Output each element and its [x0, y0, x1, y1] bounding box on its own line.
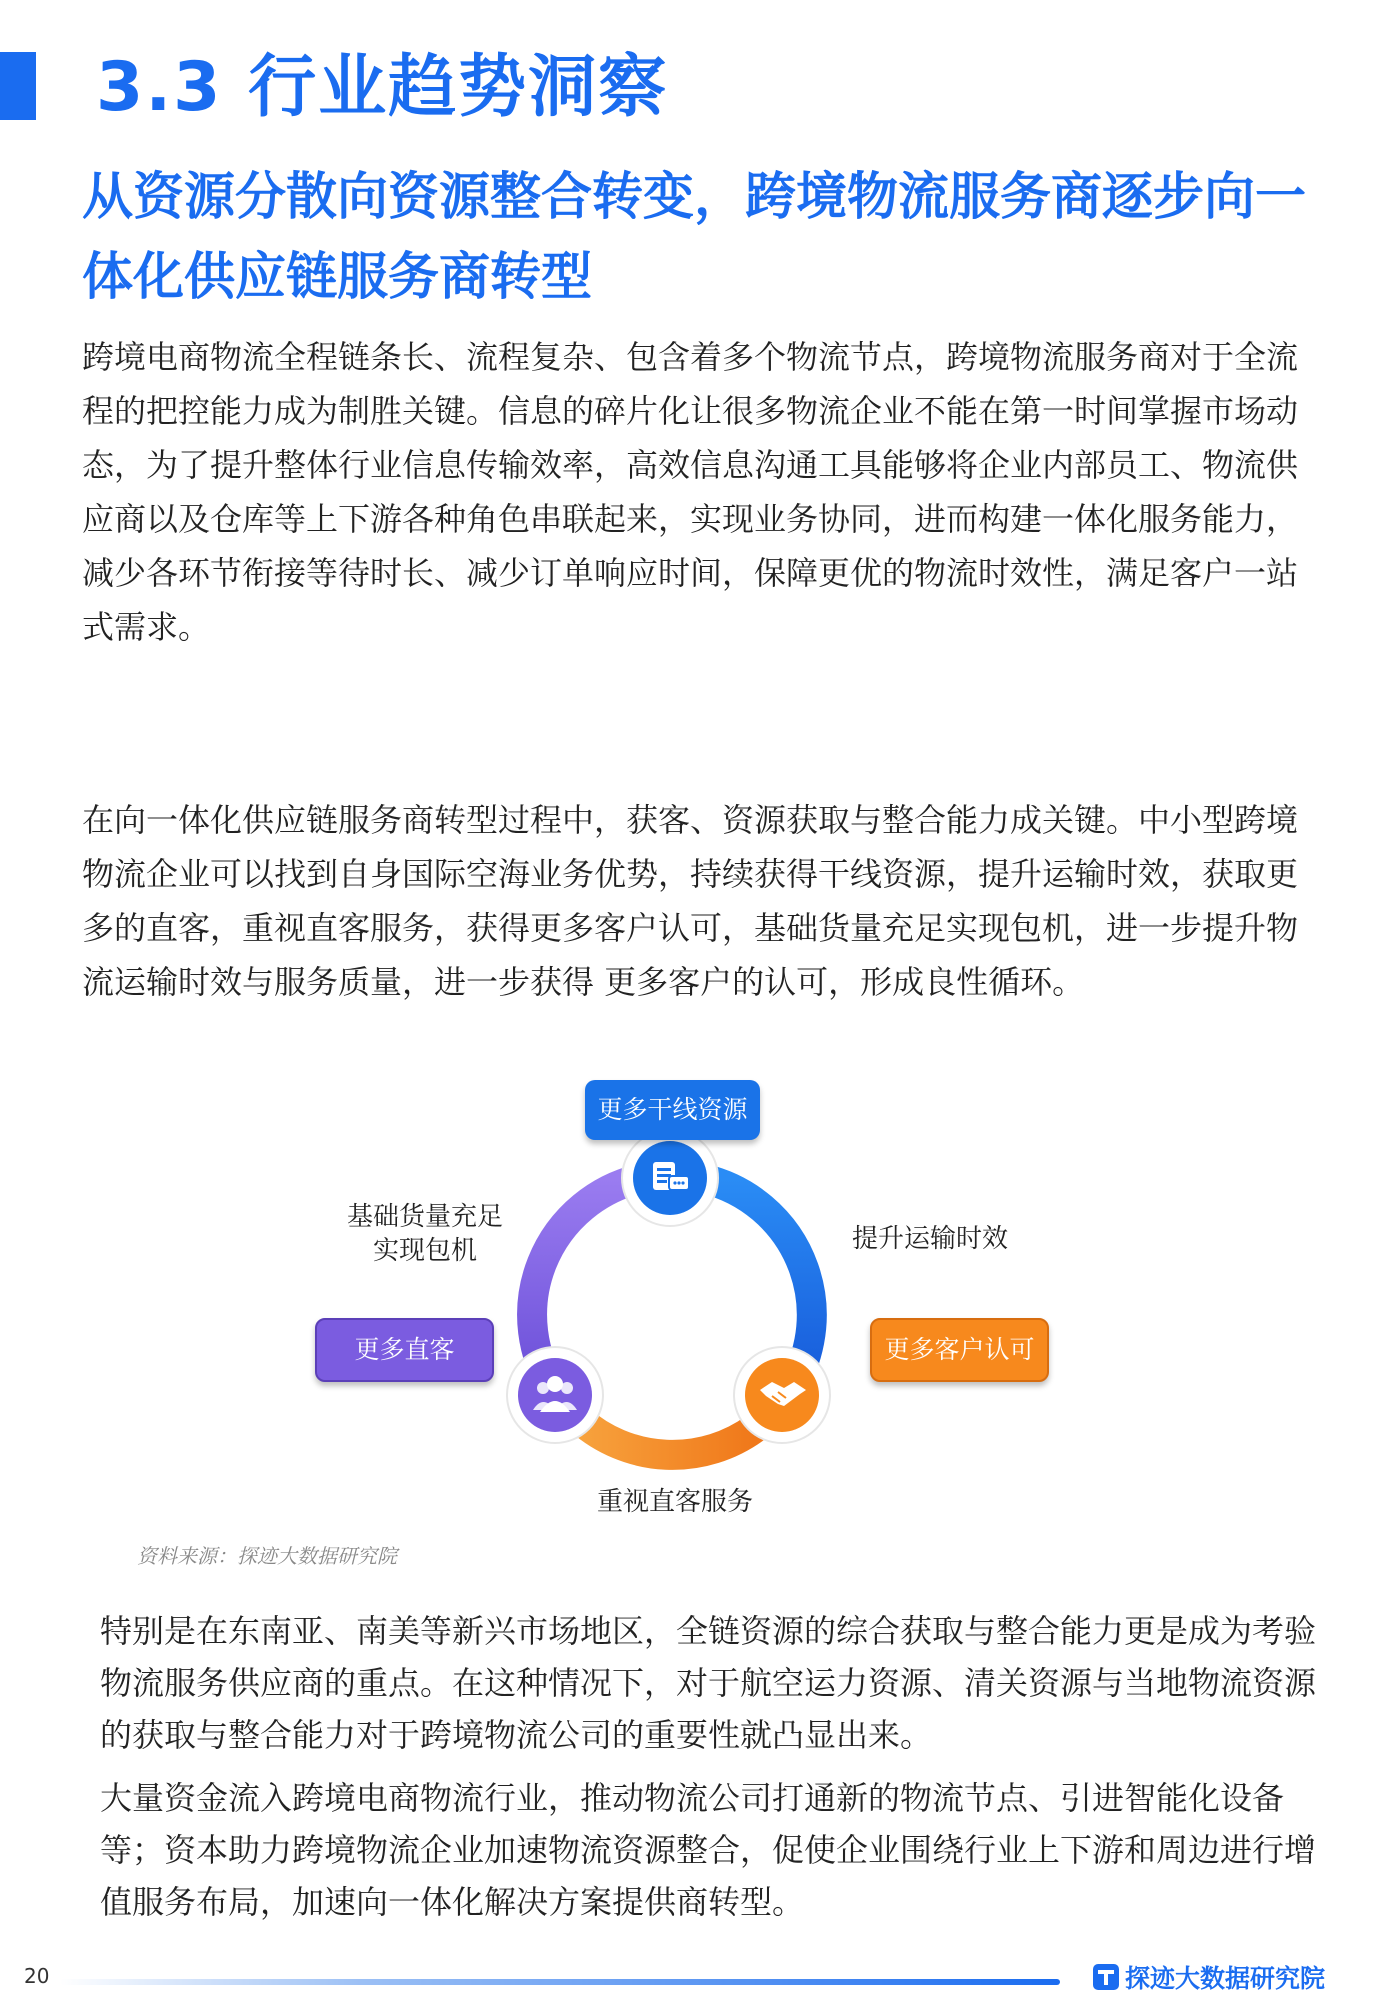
brand-t-icon: [1093, 1964, 1119, 1990]
arc-orange: [580, 1420, 755, 1455]
paragraph-4: 大量资金流入跨境电商物流行业，推动物流公司打通新的物流节点、引进智能化设备等；资本助力跨境物流企业加速物流资源整合，促使企业围绕行业上下游和周边进行增值服务布局，加速向一体化解决方案提供商转型。: [100, 1779, 1317, 1921]
page-subtitle: 从资源分散向资源整合转变，跨境物流服务商逐步向一体化供应链服务商转型: [82, 168, 1307, 307]
transport-efficiency-label: 提升运输时效: [852, 1224, 1009, 1254]
source-note: 资料来源：探迹大数据研究院: [137, 1544, 397, 1568]
direct-customer-service-label: 重视直客服务: [596, 1487, 753, 1517]
more-customer-approval-box: 更多客户认可: [870, 1318, 1049, 1382]
charter-label: 基础货量充足实现包机: [346, 1202, 503, 1266]
paragraph-2: 在向一体化供应链服务商转型过程中，获客、资源获取与整合能力成关键。中小型跨境物流企业可以找到自身国际空海业务优势，持续获得干线资源，提升运输时效，获取更多的直客，重视直客服务，获得更多客户认可，基础货量充足实现包机，进一步提升物流运输时效与服务质量，进一步获得 更多客户的认可，形成良性循环。: [82, 801, 1299, 1001]
footer-gradient-line: [60, 1979, 1060, 1985]
cycle-diagram: [300, 1070, 1080, 1520]
brand-logo: [1093, 1960, 1325, 1994]
title-accent-bar: [0, 52, 36, 120]
paragraph-1: 跨境电商物流全程链条长、流程复杂、包含着多个物流节点，跨境物流服务商对于全流程的把控能力成为制胜关键。信息的碎片化让很多物流企业不能在第一时间掌握市场动态，为了提升整体行业信息传输效率，高效信息沟通工具能够将企业内部员工、物流供应商以及仓库等上下游各种角色串联起来，实现业务协同，进而构建一体化服务能力，减少各环节衔接等待时长、减少订单响应时间，保障更优的物流时效性，满足客户一站式需求。: [82, 338, 1299, 646]
brand-name: 探迹大数据研究院: [1125, 1964, 1326, 1993]
paragraph-3: 特别是在东南亚、南美等新兴市场地区，全链资源的综合获取与整合能力更是成为考验物流服务供应商的重点。在这种情况下，对于航空运力资源、清关资源与当地物流资源的获取与整合能力对于跨境物流公司的重要性就凸显出来。: [100, 1612, 1317, 1754]
more-trunk-resources-box: 更多干线资源: [585, 1080, 760, 1140]
page-number: 20: [24, 1964, 50, 1988]
section-title: 3.3 行业趋势洞察: [96, 48, 669, 127]
more-direct-customers-box: 更多直客: [315, 1318, 494, 1382]
